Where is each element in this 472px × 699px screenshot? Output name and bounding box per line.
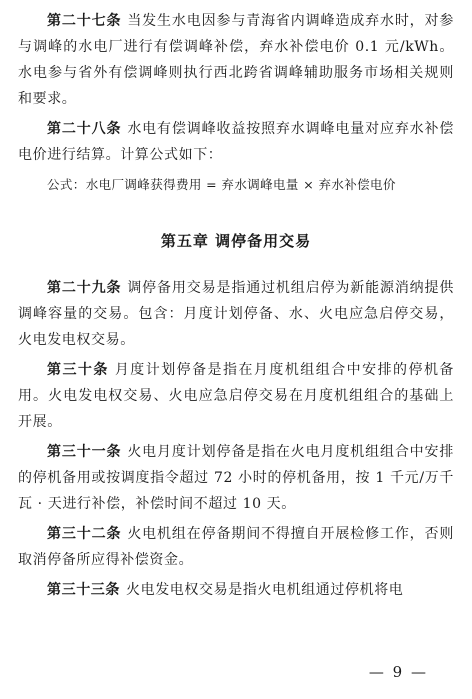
article-text: 调停备用交易是指通过机组启停为新能源消纳提供调峰容量的交易。包含：月度计划停备、水、火电应急启停交易，火电发电权交易。 bbox=[18, 280, 455, 348]
article-heading: 第二十八条 bbox=[47, 121, 122, 137]
article-27 bbox=[18, 8, 454, 112]
formula: 公式：水电厂调峰获得费用 = 弃水调峰电量 × 弃水补偿电价 bbox=[47, 177, 396, 192]
article-text: 火电机组在停备期间不得擅自开展检修工作，否则取消停备所应得补偿资金。 bbox=[18, 526, 455, 568]
article-heading: 第二十九条 bbox=[47, 280, 122, 296]
article-text: 火电月度计划停备是指在火电月度机组组合中安排的停机备用或按调度指令超过 72 小时的停机备用，按 1 千元/万千瓦 · 天进行补偿，补偿时间不超过 10 天。 bbox=[18, 444, 455, 512]
article-text: 当发生水电因参与青海省内调峰造成弃水时，对参与调峰的水电厂进行有偿调峰补偿，弃水补偿电价 0.1 元/kWh。水电参与省外有偿调峰则执行西北跨省调峰辅助服务市场相关规则和要求。 bbox=[18, 13, 455, 107]
article-heading: 第三十二条 bbox=[47, 526, 122, 542]
article-33 bbox=[18, 577, 454, 603]
article-29 bbox=[18, 275, 454, 353]
chapter-title: 第五章 调停备用交易 bbox=[160, 232, 312, 250]
article-30 bbox=[18, 357, 454, 435]
article-text: 火电发电权交易是指火电机组通过停机将电 bbox=[126, 582, 404, 598]
article-31 bbox=[18, 439, 454, 517]
article-text: 水电有偿调峰收益按照弃水调峰电量对应弃水补偿电价进行结算。计算公式如下： bbox=[18, 121, 455, 163]
article-32 bbox=[18, 521, 454, 573]
article-heading: 第三十三条 bbox=[47, 582, 120, 598]
article-28 bbox=[18, 116, 454, 168]
article-heading: 第三十一条 bbox=[47, 444, 122, 460]
page-number: — 9 — bbox=[368, 663, 428, 681]
article-text: 月度计划停备是指在月度机组组合中安排的停机备用。火电发电权交易、火电应急启停交易在月度机组组合的基础上开展。 bbox=[18, 362, 454, 430]
article-heading: 第三十条 bbox=[47, 362, 109, 378]
document-page bbox=[18, 8, 454, 607]
article-heading: 第二十七条 bbox=[47, 13, 122, 29]
